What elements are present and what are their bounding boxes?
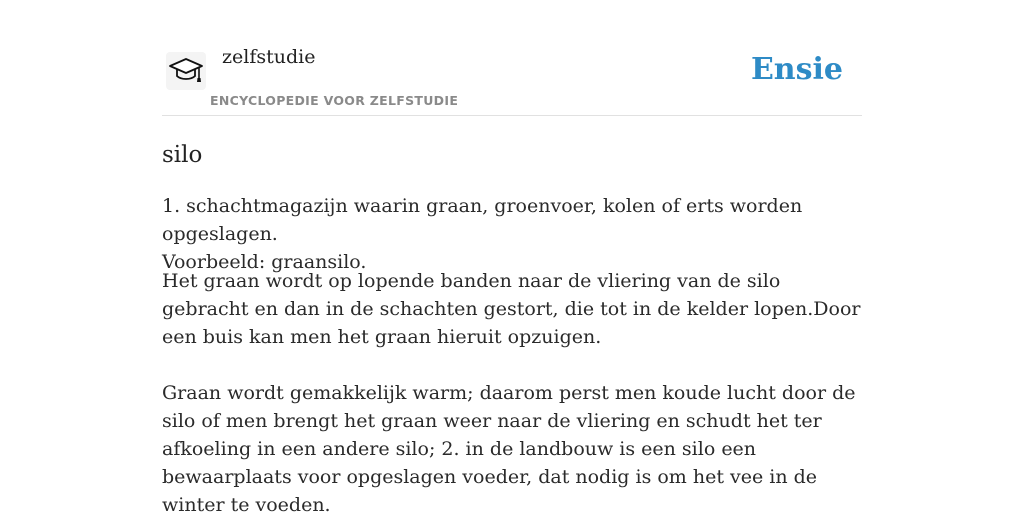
definition-example: Voorbeeld: graansilo. [162, 251, 367, 273]
definition-text: 1. schachtmagazijn waarin graan, groenvoer, kolen of erts worden opgeslagen. [162, 195, 803, 245]
ensie-logo[interactable]: Ensie [750, 52, 843, 87]
paragraph-spacer [162, 351, 862, 379]
site-name[interactable]: zelfstudie [222, 46, 316, 68]
definition [162, 192, 862, 276]
header [162, 0, 862, 116]
paragraph-1: Het graan wordt op lopende banden naar de vliering van de silo gebracht en dan in de schachten gestort, die tot in de kelder lopen.Door een buis kan men het graan hieruit opzuigen. [162, 270, 861, 348]
page [162, 0, 862, 516]
graduation-cap-icon[interactable] [166, 52, 206, 90]
page-title: silo [162, 142, 203, 168]
site-tagline: ENCYCLOPEDIE VOOR ZELFSTUDIE [210, 93, 459, 108]
paragraph-2: Graan wordt gemakkelijk warm; daarom perst men koude lucht door de silo of men brengt het graan weer naar de vliering en schudt het ter afkoeling in een andere silo; 2. in de landbouw is een silo een bewaarplaats voor opgeslagen voeder, dat nodig is om het vee in de winter te voeden. [162, 382, 856, 516]
entry-body [162, 267, 862, 519]
